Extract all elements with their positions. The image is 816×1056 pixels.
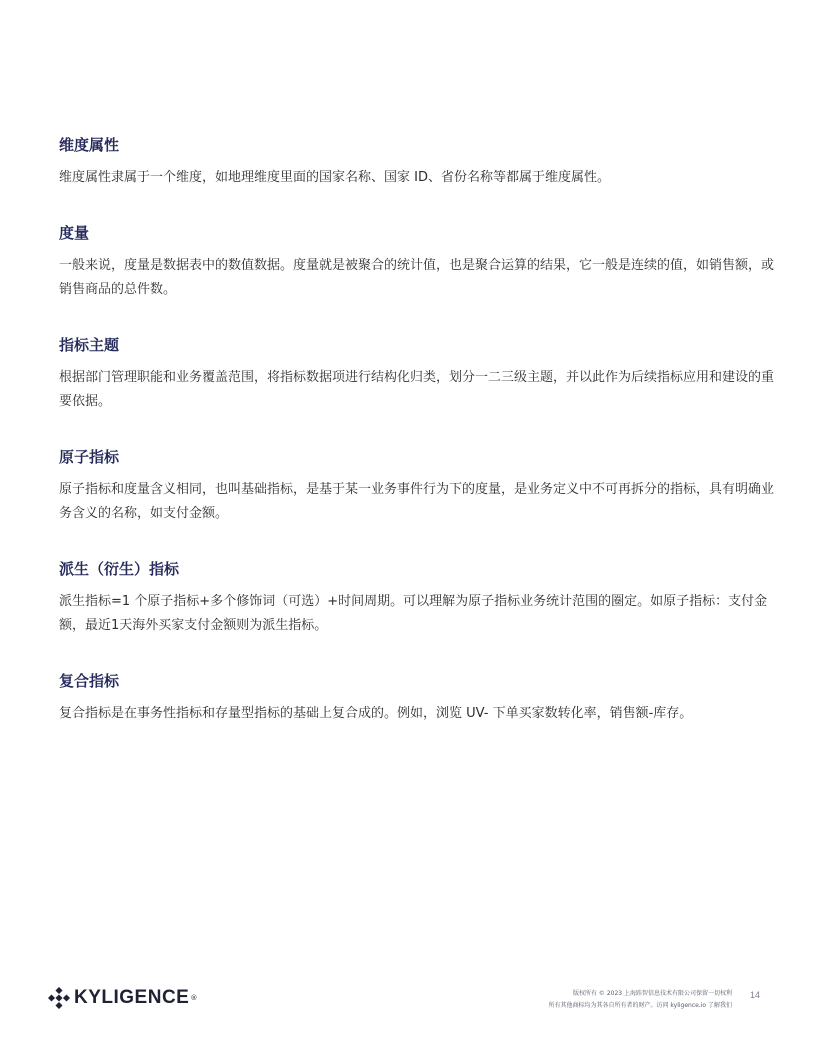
section-heading: 复合指标	[59, 672, 120, 690]
section-heading: 度量	[59, 224, 90, 242]
section-body: 复合指标是在事务性指标和存量型指标的基础上复合成的。例如，浏览 UV- 下单买家数转化率，销售额-库存。	[59, 706, 693, 721]
section-body: 维度属性隶属于一个维度，如地理维度里面的国家名称、国家 ID、省份名称等都属于维度属性。	[59, 170, 610, 185]
section-heading: 原子指标	[59, 448, 120, 466]
section-body: 根据部门管理职能和业务覆盖范围，将指标数据项进行结构化归类，划分一二三级主题，并以此作为后续指标应用和建设的重要依据。	[59, 370, 775, 409]
copyright-line-2: 所有其他商标均为其各自所有者的财产。访问 kyligence.io 了解我们	[548, 1002, 732, 1009]
section-body: 原子指标和度量含义相同，也叫基础指标，是基于某一业务事件行为下的度量，是业务定义中不可再拆分的指标，具有明确业务含义的名称，如支付金额。	[59, 482, 775, 521]
section-derived-metric	[59, 556, 779, 638]
kyligence-diamond-icon	[48, 987, 70, 1009]
copyright-notice	[549, 988, 733, 1012]
section-composite-metric	[59, 668, 779, 726]
registered-mark: ®	[190, 994, 198, 1002]
section-heading: 指标主题	[59, 336, 120, 354]
section-heading: 派生（衍生）指标	[59, 560, 180, 578]
section-measure	[59, 220, 779, 302]
section-atomic-metric	[59, 444, 779, 526]
logo-wordmark: KYLIGENCE	[74, 987, 190, 1008]
copyright-line-1: 版权所有 © 2023 上海跬智信息技术有限公司保留一切权利	[573, 990, 732, 997]
section-metric-theme	[59, 332, 779, 414]
page-footer	[0, 980, 816, 1020]
section-dimension-attribute	[59, 132, 779, 190]
page-number: 14	[750, 990, 761, 1000]
section-heading: 维度属性	[59, 136, 120, 154]
kyligence-logo	[48, 986, 197, 1010]
section-body: 一般来说，度量是数据表中的数值数据。度量就是被聚合的统计值，也是聚合运算的结果，它一般是连续的值，如销售额，或销售商品的总件数。	[59, 258, 775, 297]
section-body: 派生指标=1 个原子指标+多个修饰词（可选）+时间周期。可以理解为原子指标业务统计范围的圈定。如原子指标：支付金额，最近1天海外买家支付金额则为派生指标。	[59, 594, 768, 633]
